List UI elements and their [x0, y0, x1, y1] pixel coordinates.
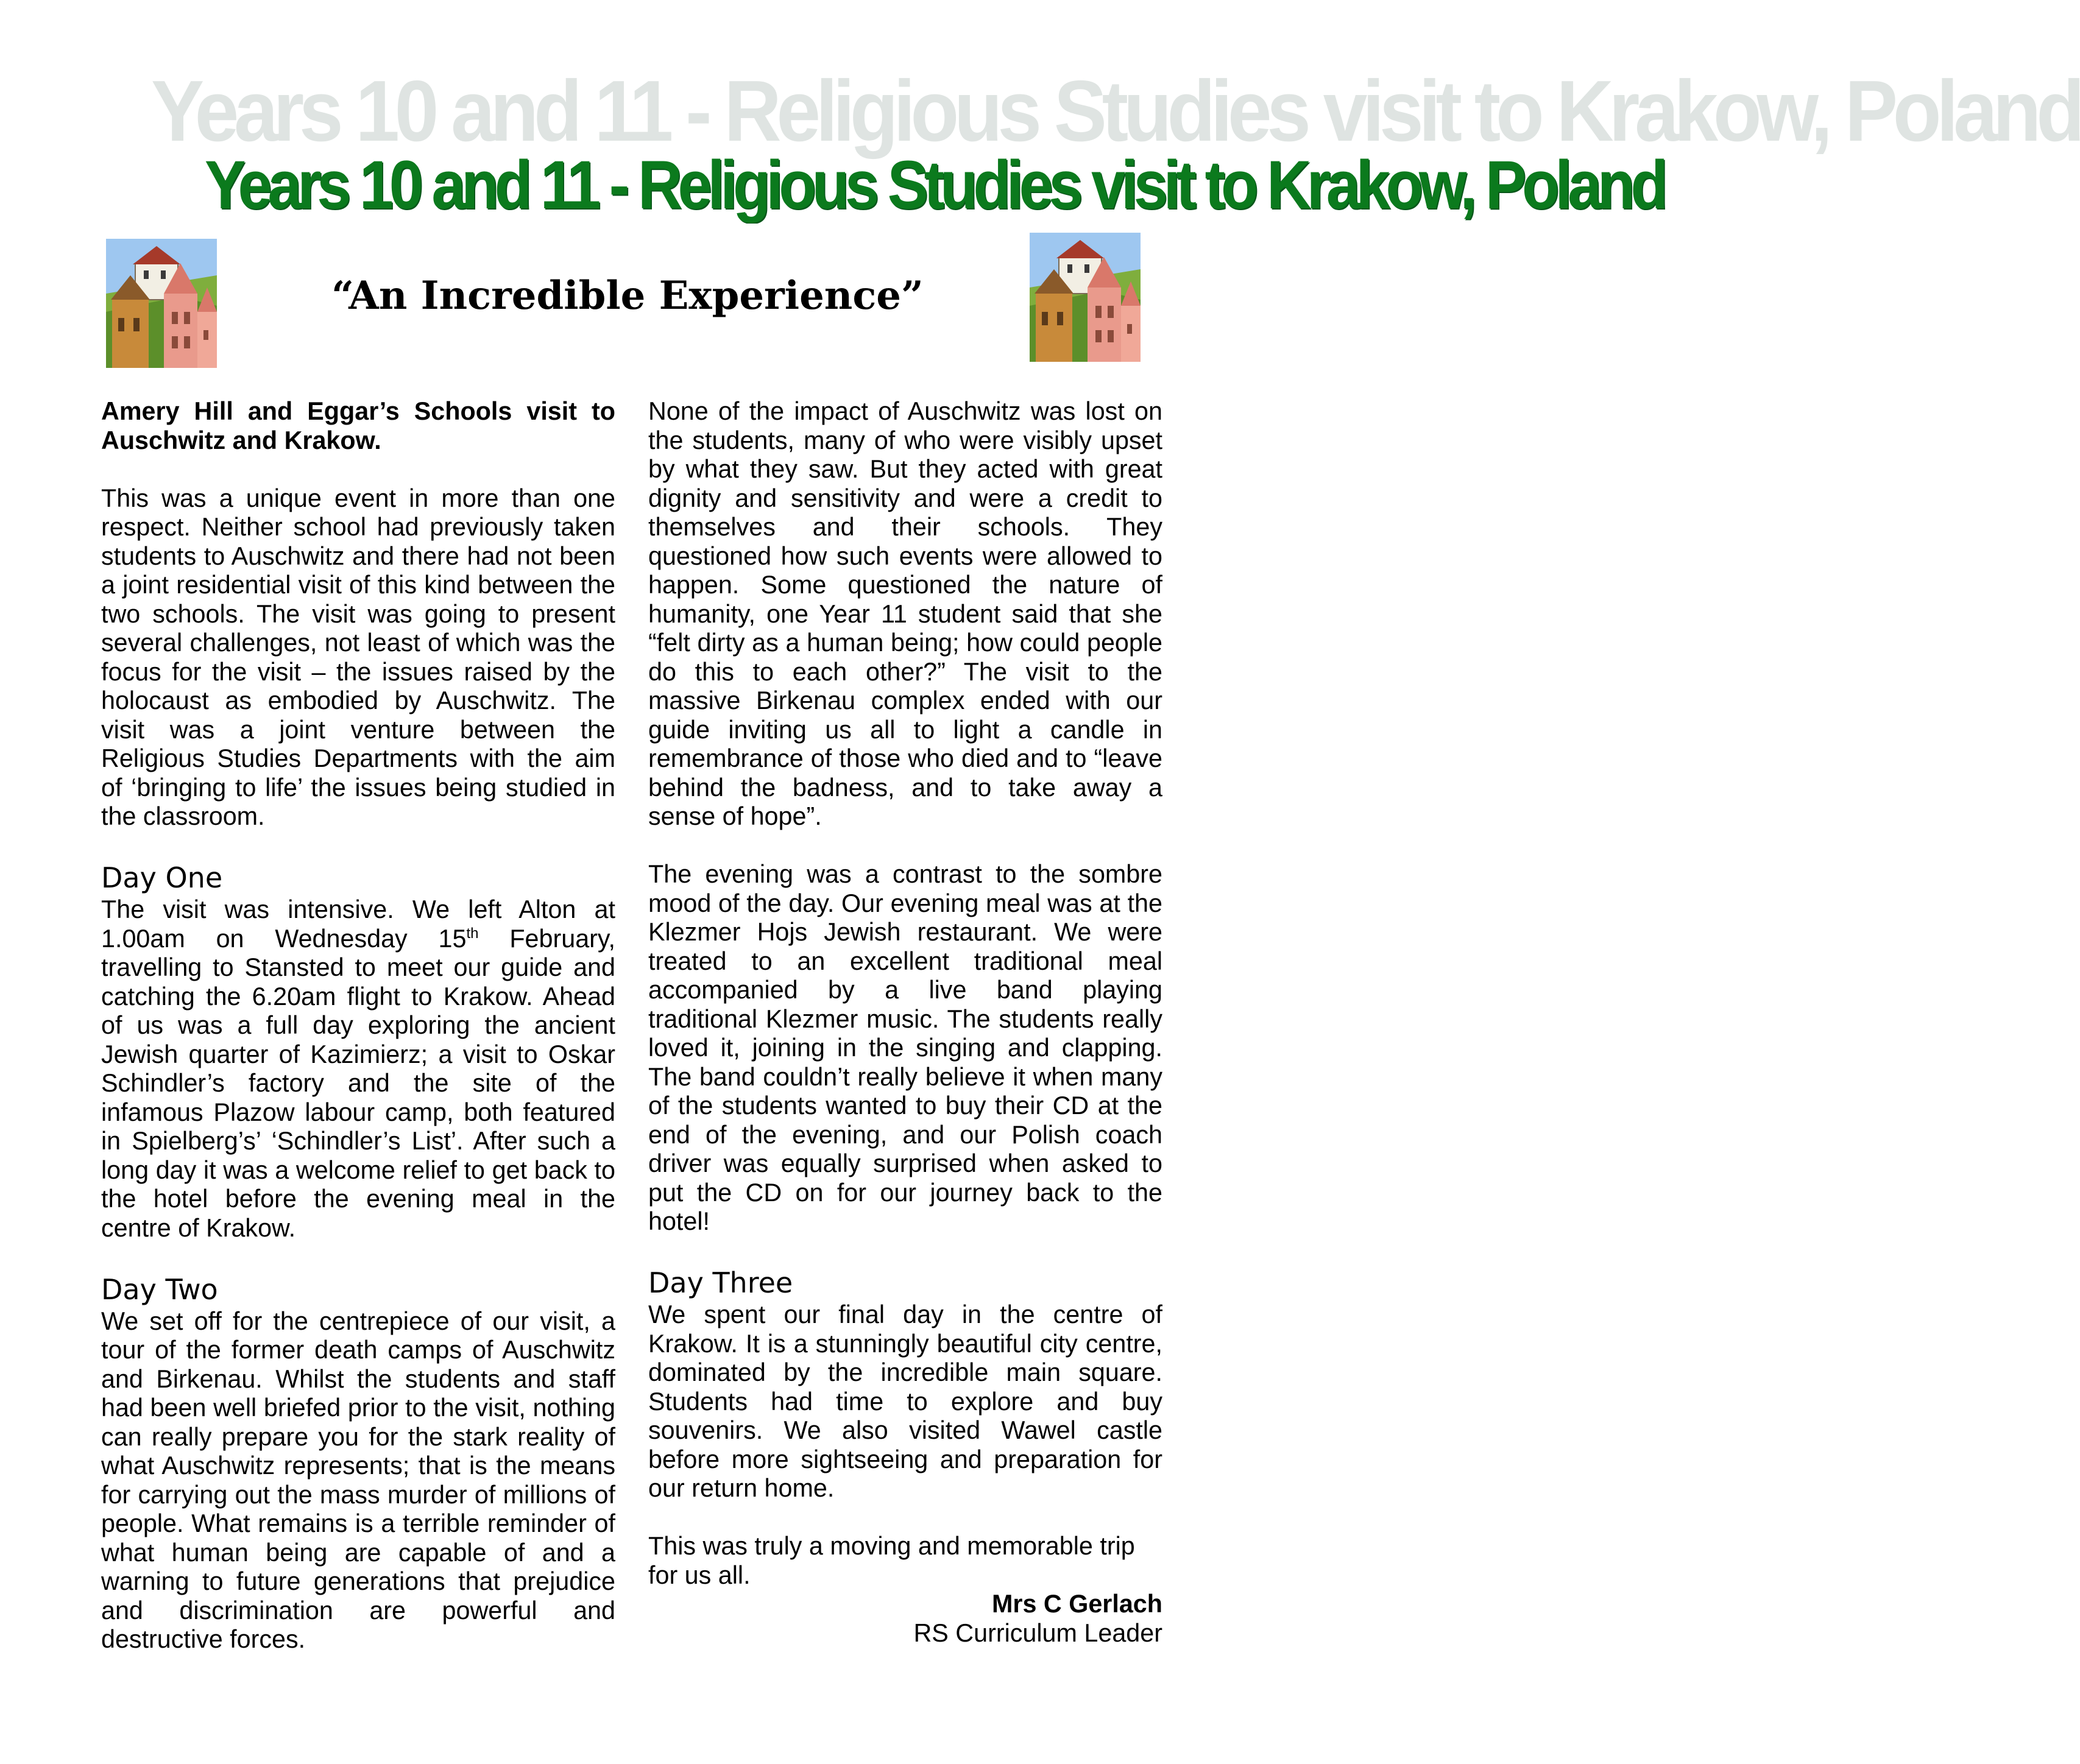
day-three-paragraph: We spent our final day in the centre of Krakow. It is a stunningly beautiful city centre, dominated by the incredible main square. Students had time to explore and buy souvenirs. We also visited Wawel castle before more sightseeing and preparation for our return home.: [648, 1300, 1162, 1502]
intro-heading: Amery Hill and Eggar’s Schools visit to Auschwitz and Krakow.: [101, 397, 615, 454]
evening-paragraph: The evening was a contrast to the sombre mood of the day. Our evening meal was at the Klezmer Hojs Jewish restaurant. We were treated to an excellent traditional meal accompanied by a live band playing traditional Klezmer music. The students really loved it, joining in the singing and clapping. The band couldn’t really believe it when many of the students wanted to buy their CD at the end of the evening, and our Polish coach driver was equally surprised when asked to put the CD on for our journey back to the hotel!: [648, 860, 1162, 1235]
day-two-paragraph: We set off for the centrepiece of our visit, a tour of the former death camps of Auschwitz and Birkenau. Whilst the students and staff had been well briefed prior to the visit, nothing can really prepare you for the stark reality of what Auschwitz represents; that is the means for carrying out the mass murder of millions of people. What remains is a terrible reminder of what human being are capable of and a warning to future generations that prejudice and discrimination are powerful and destructive forces.: [101, 1307, 615, 1653]
left-column: [101, 397, 615, 1654]
day-three-heading: Day Three: [648, 1266, 793, 1299]
signature-role: RS Curriculum Leader: [913, 1618, 1162, 1647]
title-banner: [0, 0, 2080, 256]
day-one-paragraph: [101, 895, 615, 1243]
ordinal-suffix: th: [466, 925, 479, 942]
closing-paragraph: This was truly a moving and memorable trip for us all.: [648, 1532, 1135, 1589]
subtitle: “An Incredible Experience”: [331, 273, 924, 319]
day-one-text-end: February, travelling to Stansted to meet our guide and catching the 6.20am flight to Krakow. Ahead of us was a full day exploring the ancient Jewish quarter of Kazimierz; a visit to Oskar Schindler’s factory and the site of the infamous Plazow labour camp, both featured in Spielberg’s’ ‘Schindler’s List’. After such a long day it was a welcome relief to get back to the hotel before the evening meal in the centre of Krakow.: [101, 924, 615, 1242]
page-title: Years 10 and 11 - Religious Studies visit to Krakow, Poland: [205, 147, 1664, 223]
day-two-heading: Day Two: [101, 1272, 218, 1306]
day-one-heading: Day One: [101, 861, 223, 894]
krakow-castle-clipart-icon: [106, 239, 217, 368]
signature-name: Mrs C Gerlach: [991, 1590, 1162, 1618]
day-one-text-start: The visit was intensive. We left Alton at 1.00am on Wednesday 15: [101, 895, 615, 953]
title-shadow-text: Years 10 and 11 - Religious Studies visit to Krakow, Poland: [151, 63, 2080, 160]
intro-paragraph: This was a unique event in more than one respect. Neither school had previously taken students to Auschwitz and there had not been a joint residential visit of this kind between the two schools. The visit was going to present several challenges, not least of which was the focus for the visit – the issues raised by the holocaust as embodied by Auschwitz. The visit was a joint venture between the Religious Studies Departments with the aim of ‘bringing to life’ the issues being studied in the classroom.: [101, 484, 615, 830]
right-column: [648, 397, 1162, 1648]
impact-paragraph: None of the impact of Auschwitz was lost on the students, many of who were visibly upset by what they saw. But they acted with great dignity and sensitivity and were a credit to themselves and their schools. They questioned how such events were allowed to happen. Some questioned the nature of humanity, one Year 11 student said that she “felt dirty as a human being; how could people do this to each other?” The visit to the massive Birkenau complex ended with our guide inviting us all to light a candle in remembrance of those who died and to “leave behind the badness, and to take away a sense of hope”.: [648, 397, 1162, 830]
krakow-castle-clipart-icon: [1030, 233, 1141, 362]
